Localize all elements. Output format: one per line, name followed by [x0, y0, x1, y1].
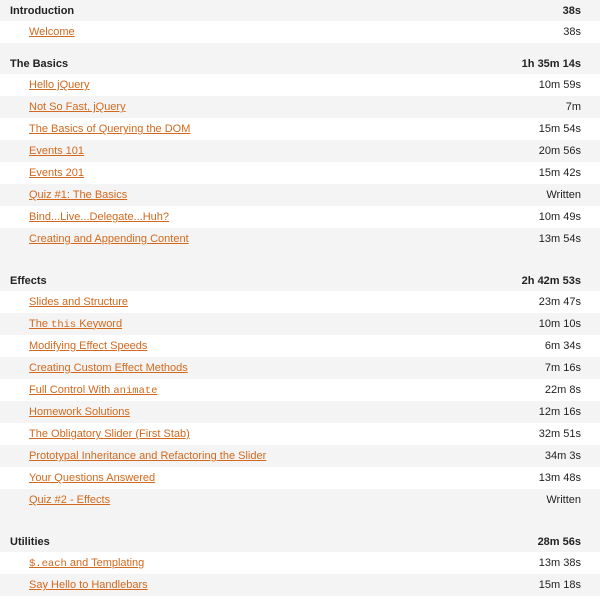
lesson-link[interactable]: Events 101: [29, 145, 85, 157]
lesson-duration: Written: [546, 494, 581, 506]
lesson-row: [0, 74, 600, 96]
lesson-link[interactable]: Not So Fast, jQuery: [29, 101, 126, 113]
lesson-row: [0, 423, 600, 445]
lesson-duration: 7m 16s: [544, 362, 581, 374]
lesson-link[interactable]: Hello jQuery: [29, 79, 90, 91]
lesson-duration: 13m 48s: [538, 472, 581, 484]
lesson-code-fragment: this: [51, 318, 77, 331]
lesson-row: [0, 291, 600, 313]
lesson-code-fragment: animate: [113, 384, 158, 397]
lesson-duration: 10m 59s: [538, 79, 581, 91]
section-spacer: [0, 511, 600, 531]
lesson-link[interactable]: Bind...Live...Delegate...Huh?: [29, 211, 170, 223]
section-header: [0, 531, 600, 552]
lesson-link[interactable]: Quiz #1: The Basics: [29, 189, 128, 201]
section-header: [0, 270, 600, 291]
lesson-link[interactable]: Slides and Structure: [29, 296, 129, 308]
lesson-duration: 22m 8s: [544, 384, 581, 396]
lesson-row: [0, 574, 600, 596]
lesson-link[interactable]: Full Control With animate: [29, 383, 158, 397]
section-title: Utilities: [10, 535, 50, 548]
lesson-row: [0, 162, 600, 184]
lesson-link[interactable]: Your Questions Answered: [29, 472, 156, 484]
lesson-link[interactable]: Quiz #2 - Effects: [29, 494, 111, 506]
lesson-row: [0, 445, 600, 467]
lesson-link[interactable]: Events 201: [29, 167, 85, 179]
lesson-link[interactable]: Prototypal Inheritance and Refactoring the Slider: [29, 450, 267, 462]
lesson-row: [0, 335, 600, 357]
lesson-row: [0, 379, 600, 401]
lesson-link[interactable]: The this Keyword: [29, 317, 123, 331]
section-spacer: [0, 250, 600, 270]
lesson-duration: 23m 47s: [538, 296, 581, 308]
lesson-row: [0, 313, 600, 335]
lesson-link[interactable]: Say Hello to Handlebars: [29, 579, 148, 591]
lesson-row: [0, 140, 600, 162]
lesson-row: [0, 96, 600, 118]
lesson-duration: 34m 3s: [544, 450, 581, 462]
lesson-row: [0, 401, 600, 423]
section-total-duration: 2h 42m 53s: [521, 274, 581, 287]
lesson-duration: 15m 42s: [538, 167, 581, 179]
lesson-row: [0, 184, 600, 206]
lesson-row: [0, 228, 600, 250]
lesson-row: [0, 206, 600, 228]
lesson-row: [0, 118, 600, 140]
section-total-duration: 1h 35m 14s: [521, 57, 581, 70]
lesson-row: [0, 357, 600, 379]
section-header: [0, 53, 600, 74]
lesson-link[interactable]: The Obligatory Slider (First Stab): [29, 428, 190, 440]
lesson-duration: 13m 38s: [538, 557, 581, 569]
lesson-duration: 10m 10s: [538, 318, 581, 330]
lesson-link[interactable]: Welcome: [29, 26, 75, 38]
lesson-row: [0, 552, 600, 574]
lesson-link[interactable]: Modifying Effect Speeds: [29, 340, 148, 352]
section-title: Effects: [10, 274, 47, 287]
lesson-link[interactable]: Creating and Appending Content: [29, 233, 189, 245]
section-spacer: [0, 43, 600, 53]
lesson-duration: 13m 54s: [538, 233, 581, 245]
lesson-link[interactable]: The Basics of Querying the DOM: [29, 123, 191, 135]
section-title: Introduction: [10, 4, 75, 17]
lesson-duration: 12m 16s: [538, 406, 581, 418]
lesson-duration: 38s: [563, 26, 581, 38]
lesson-duration: Written: [546, 189, 581, 201]
lesson-duration: 6m 34s: [544, 340, 581, 352]
lesson-link[interactable]: Homework Solutions: [29, 406, 130, 418]
section-title: The Basics: [10, 57, 69, 70]
section-header: [0, 0, 600, 21]
section-total-duration: 28m 56s: [537, 535, 581, 548]
lesson-row: [0, 467, 600, 489]
lesson-link[interactable]: $.each and Templating: [29, 556, 145, 570]
lesson-duration: 32m 51s: [538, 428, 581, 440]
lesson-row: [0, 489, 600, 511]
lesson-duration: 15m 18s: [538, 579, 581, 591]
section-total-duration: 38s: [562, 4, 581, 17]
lesson-link[interactable]: Creating Custom Effect Methods: [29, 362, 188, 374]
lesson-duration: 15m 54s: [538, 123, 581, 135]
lesson-code-fragment: $.each: [29, 557, 67, 570]
lesson-duration: 20m 56s: [538, 145, 581, 157]
lesson-duration: 10m 49s: [538, 211, 581, 223]
lesson-duration: 7m: [565, 101, 581, 113]
lesson-row: [0, 21, 600, 43]
